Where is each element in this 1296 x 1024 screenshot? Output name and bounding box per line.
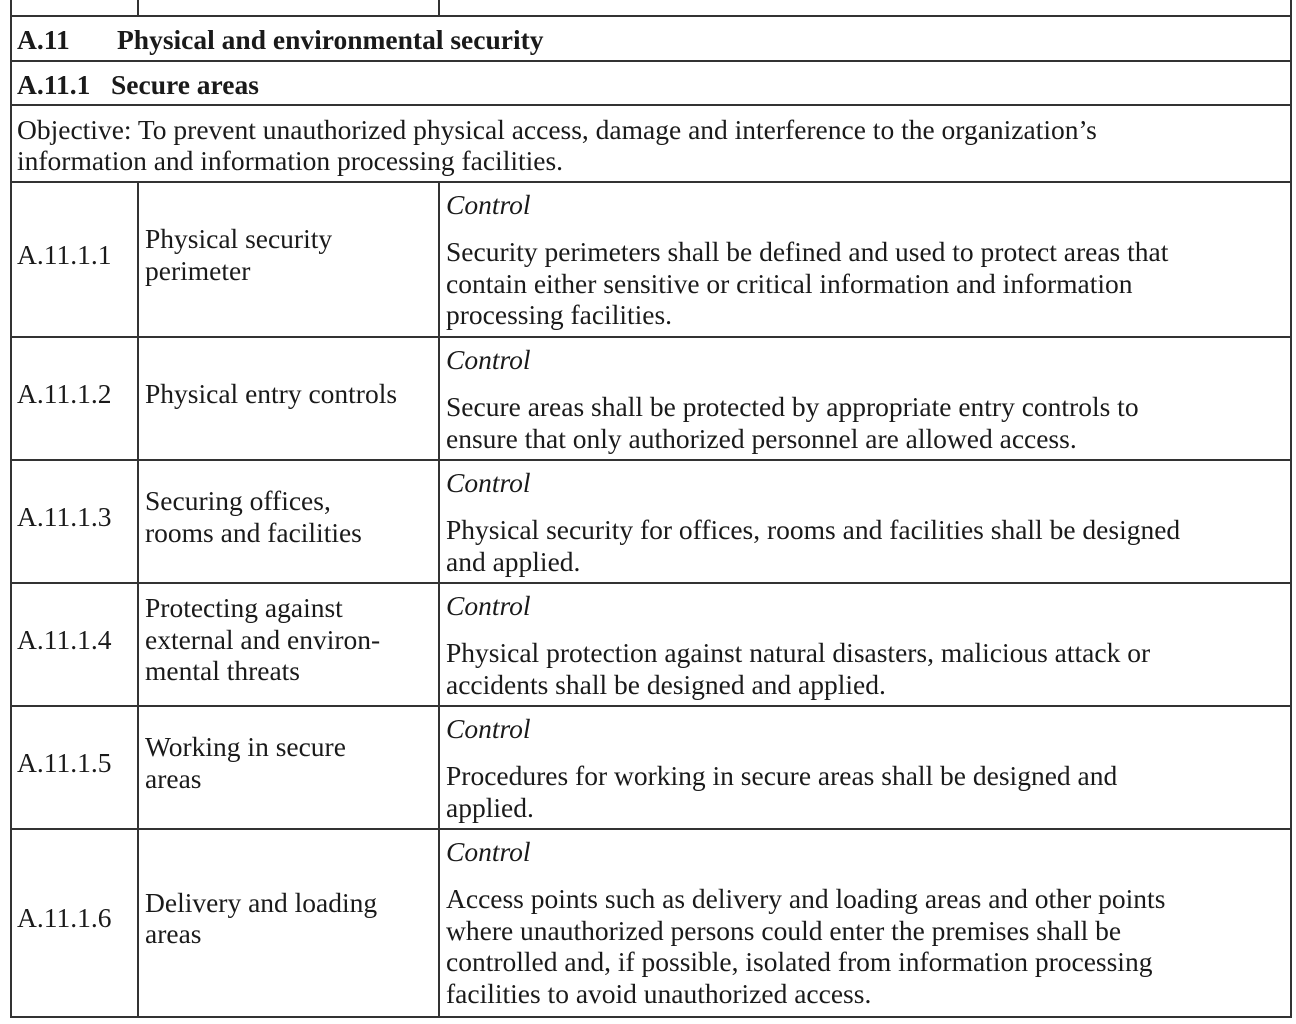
control-name: Securing offices, [145, 485, 331, 516]
row-divider [10, 15, 1292, 17]
control-label: Control [446, 713, 531, 744]
row-divider [10, 104, 1292, 106]
control-text: processing facilities. [446, 299, 673, 330]
objective-line: Objective: To prevent unauthorized physical access, damage and interference to the organization’s [17, 114, 1097, 145]
control-text: applied. [446, 791, 534, 823]
control-name: rooms and facilities [145, 516, 362, 548]
column-divider [438, 181, 440, 1017]
objective-line: information and information processing facilities. [17, 145, 564, 176]
control-text: ensure that only authorized personnel are allowed access. [446, 422, 1077, 454]
row-divider [10, 336, 1292, 338]
control-text: facilities to avoid unauthorized access. [446, 977, 872, 1009]
row-divider [10, 705, 1292, 707]
section-number: A.11 [17, 24, 70, 55]
control-text: Physical security for offices, rooms and facilities shall be designed [446, 514, 1181, 545]
control-name: external and environ- [145, 623, 381, 655]
subsection-title: Secure areas [111, 69, 259, 100]
control-text: Physical protection against natural disasters, malicious attack or [446, 637, 1151, 668]
row-divider [10, 582, 1292, 584]
control-text: controlled and, if possible, isolated from information processing [446, 946, 1153, 977]
control-id: A.11.1.4 [17, 623, 112, 655]
control-name: Physical security [145, 223, 333, 254]
row-divider [10, 828, 1292, 830]
column-divider [438, 0, 440, 16]
table-border-left [10, 0, 12, 1018]
control-label: Control [446, 590, 531, 621]
row-divider [10, 181, 1292, 183]
control-text: Procedures for working in secure areas shall be designed and [446, 760, 1118, 791]
control-name: Delivery and loading [145, 886, 378, 918]
control-name: areas [145, 762, 202, 794]
control-id: A.11.1.1 [17, 238, 112, 270]
row-divider [10, 1016, 1292, 1018]
control-name: Working in secure [145, 731, 346, 762]
row-divider [10, 60, 1292, 62]
control-name: mental threats [145, 655, 301, 687]
section-title: Physical and environmental security [117, 24, 544, 55]
control-text: and applied. [446, 545, 581, 577]
control-text: Secure areas shall be protected by appropriate entry controls to [446, 391, 1139, 422]
column-divider [137, 0, 139, 16]
control-label: Control [446, 189, 531, 220]
control-text: accidents shall be designed and applied. [446, 668, 886, 700]
control-id: A.11.1.6 [17, 902, 112, 934]
control-text: Security perimeters shall be defined and used to protect areas that [446, 236, 1169, 267]
control-name: areas [145, 918, 202, 949]
control-id: A.11.1.2 [17, 377, 112, 409]
control-text: Access points such as delivery and loading areas and other points [446, 883, 1166, 914]
control-label: Control [446, 344, 531, 375]
control-text: contain either sensitive or critical information and information [446, 267, 1133, 299]
control-label: Control [446, 836, 531, 867]
row-divider [10, 459, 1292, 461]
control-name: Protecting against [145, 592, 343, 624]
table-border-right [1290, 0, 1292, 1018]
control-name: Physical entry controls [145, 377, 398, 409]
control-text: where unauthorized persons could enter the premises shall be [446, 914, 1122, 946]
control-label: Control [446, 467, 531, 498]
subsection-number: A.11.1 [17, 69, 91, 100]
control-name: perimeter [145, 254, 251, 286]
control-id: A.11.1.5 [17, 746, 112, 778]
control-id: A.11.1.3 [17, 500, 112, 532]
column-divider [137, 181, 139, 1017]
